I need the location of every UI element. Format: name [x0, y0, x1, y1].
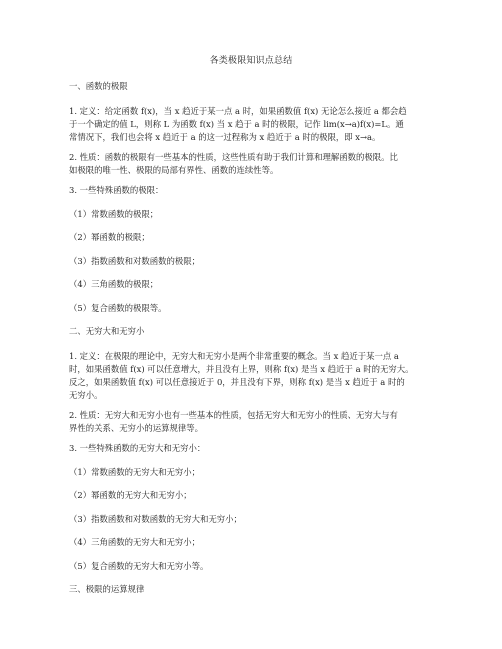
list-item: （3）指数函数和对数函数的极限； — [69, 255, 200, 266]
list-item: （5）复合函数的极限等。 — [69, 302, 167, 313]
text-line: 1. 定义：在极限的理论中，无穷大和无穷小是两个非常重要的概念。当 x 趋近于某一点 a — [69, 351, 399, 361]
document-body — [69, 80, 437, 608]
text-line: 时，如果函数值 f(x) 可以任意增大，并且没有上界，则称 f(x) 是当 x 趋近于 a 时的无穷大。 — [69, 364, 414, 374]
section-1-heading: 一、函数的极限 — [69, 81, 128, 91]
text-line: 2. 性质：函数的极限有一些基本的性质，这些性质有助于我们计算和理解函数的极限。比 — [69, 152, 398, 162]
text-line: 如极限的唯一性、极限的局部有界性、函数的连续性等。 — [69, 165, 279, 175]
text-line: 无穷小。 — [69, 390, 103, 400]
list-item: （1）常数函数的无穷大和无穷小； — [69, 466, 200, 477]
section-1-special-heading: 3. 一些特殊函数的极限： — [69, 185, 164, 195]
section-1-definition — [69, 105, 437, 144]
document-title: 各类极限知识点总结 — [209, 56, 293, 66]
list-item: （1）常数函数的极限； — [69, 208, 159, 219]
section-1-properties — [69, 151, 437, 177]
list-item: （5）复合函数的无穷大和无穷小等。 — [69, 560, 209, 571]
section-2-heading: 二、无穷大和无穷小 — [69, 326, 145, 336]
text-line: 反之，如果函数值 f(x) 可以任意接近于 0，并且没有下界，则称 f(x) 是当 x 趋近于 a 时的 — [69, 377, 405, 387]
text-line: 于一个确定的值 L，则称 L 为函数 f(x) 当 x 趋于 a 时的极限，记作 lim(x→a)f(x)=L。通 — [69, 119, 404, 129]
section-2-special-heading: 3. 一些特殊函数的无穷大和无穷小： — [69, 443, 206, 453]
list-item: （2）幂函数的无穷大和无穷小； — [69, 490, 192, 500]
text-line: 2. 性质：无穷大和无穷小也有一些基本的性质，包括无穷大和无穷小的性质、无穷大与有 — [69, 410, 398, 420]
section-2-properties — [69, 409, 437, 435]
list-item: （3）指数函数和对数函数的无穷大和无穷小； — [69, 513, 242, 524]
text-line: 1. 定义：给定函数 f(x)，当 x 趋近于某一点 a 时，如果函数值 f(x) 无论怎么接近 a 都会趋 — [69, 106, 407, 116]
text-line: 常情况下，我们也会将 x 趋近于 a 的这一过程称为 x 趋近于 a 时的极限，即 x→a。 — [69, 132, 381, 142]
list-item: （4）三角函数的无穷大和无穷小； — [69, 537, 200, 547]
list-item: （4）三角函数的极限； — [69, 279, 159, 289]
section-3-heading: 三、极限的运算规律 — [69, 584, 145, 594]
list-item: （2）幂函数的极限； — [69, 232, 150, 242]
text-line: 界性的关系、无穷小的运算规律等。 — [69, 423, 203, 433]
section-2-definition — [69, 350, 437, 402]
